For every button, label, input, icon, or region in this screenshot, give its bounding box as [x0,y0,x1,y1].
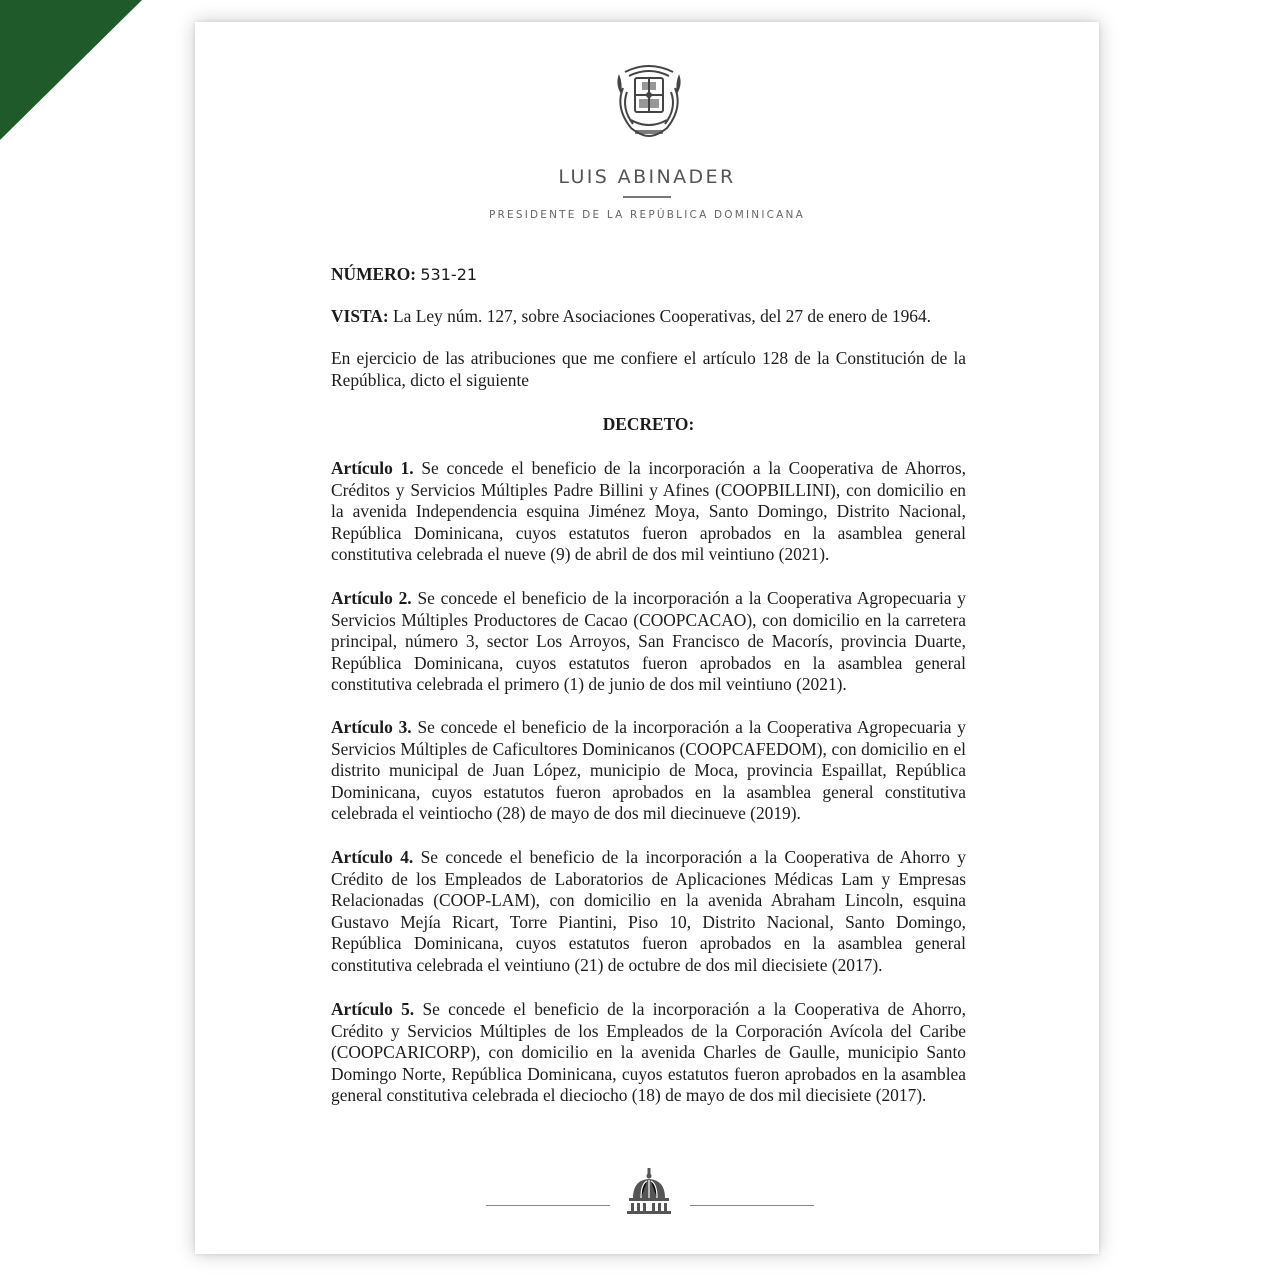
coat-of-arms-icon [609,58,689,140]
president-title: PRESIDENTE DE LA REPÚBLICA DOMINICANA [488,209,805,221]
article-text: Se concede el beneficio de la incorporación a la Cooperativa de Ahorros, Créditos y Servicios Múltiples Padre Billini y Afines (COOPBILLINI), con domicilio en la avenida Independencia esquina Jiménez Moya, Santo Domingo, Distrito Nacional, República Dominicana, cuyos estatutos fueron aprobados en la asamblea general constitutiva celebrada el nueve (9) de abril de dos mil veintiuno (2021). [331,458,966,565]
palace-dome-icon [625,1168,673,1214]
footer-rule-right [690,1205,814,1206]
vista-label: VISTA: [331,306,389,326]
article-3 [331,717,966,825]
vista-text: La Ley núm. 127, sobre Asociaciones Cooperativas, del 27 de enero de 1964. [393,306,932,326]
document-page [195,22,1099,1254]
green-corner-decoration [0,0,142,140]
article-label: Artículo 5. [331,999,415,1019]
article-4 [331,847,966,977]
president-name: LUIS ABINADER [558,166,736,188]
ejercicio-paragraph: En ejercicio de las atribuciones que me confiere el artículo 128 de la Constitución de la República, dicto el siguiente [331,348,966,390]
article-label: Artículo 3. [331,717,412,737]
header-divider [623,196,671,198]
footer-rule-left [486,1205,610,1206]
article-5 [331,999,966,1107]
article-label: Artículo 4. [331,847,414,867]
article-text: Se concede el beneficio de la incorporación a la Cooperativa Agropecuaria y Servicios Múltiples Productores de Cacao (COOPCACAO), con domicilio en la carretera principal, número 3, sector Los Arroyos, San Francisco de Macorís, provincia Duarte, República Dominicana, cuyos estatutos fueron aprobados en la asamblea general constitutiva celebrada el primero (1) de junio de dos mil veintiuno (2021). [331,588,966,695]
decree-number [331,264,966,286]
decree-number-label: NÚMERO: [331,264,417,284]
article-label: Artículo 2. [331,588,412,608]
decreto-heading: DECRETO: [602,414,695,434]
article-1 [331,458,966,566]
article-text: Se concede el beneficio de la incorporación a la Cooperativa de Ahorro y Crédito de los Empleados de Laboratorios de Aplicaciones Médicas Lam y Empresas Relacionadas (COOP-LAM), con domicilio en la avenida Abraham Lincoln, esquina Gustavo Mejía Ricart, Torre Piantini, Piso 10, Distrito Nacional, Santo Domingo, República Dominicana, cuyos estatutos fueron aprobados en la asamblea general constitutiva celebrada el veintiuno (21) de octubre de dos mil diecisiete (2017). [331,847,966,975]
vista-clause [331,306,966,328]
article-2 [331,588,966,696]
article-label: Artículo 1. [331,458,414,478]
article-text: Se concede el beneficio de la incorporación a la Cooperativa de Ahorro, Crédito y Servicios Múltiples de los Empleados de la Corporación Avícola del Caribe (COOPCARICORP), con domicilio en la avenida Charles de Gaulle, municipio Santo Domingo Norte, República Dominicana, cuyos estatutos fueron aprobados en la asamblea general constitutiva celebrada el dieciocho (18) de mayo de dos mil diecisiete (2017). [331,999,966,1106]
decree-number-value: 531-21 [420,265,478,284]
article-text: Se concede el beneficio de la incorporación a la Cooperativa Agropecuaria y Servicios Múltiples de Caficultores Dominicanos (COOPCAFEDOM), con domicilio en el distrito municipal de Juan López, municipio de Moca, provincia Espaillat, República Dominicana, cuyos estatutos fueron aprobados en la asamblea general constitutiva celebrada el veintiocho (28) de mayo de dos mil diecinueve (2019). [331,717,966,824]
